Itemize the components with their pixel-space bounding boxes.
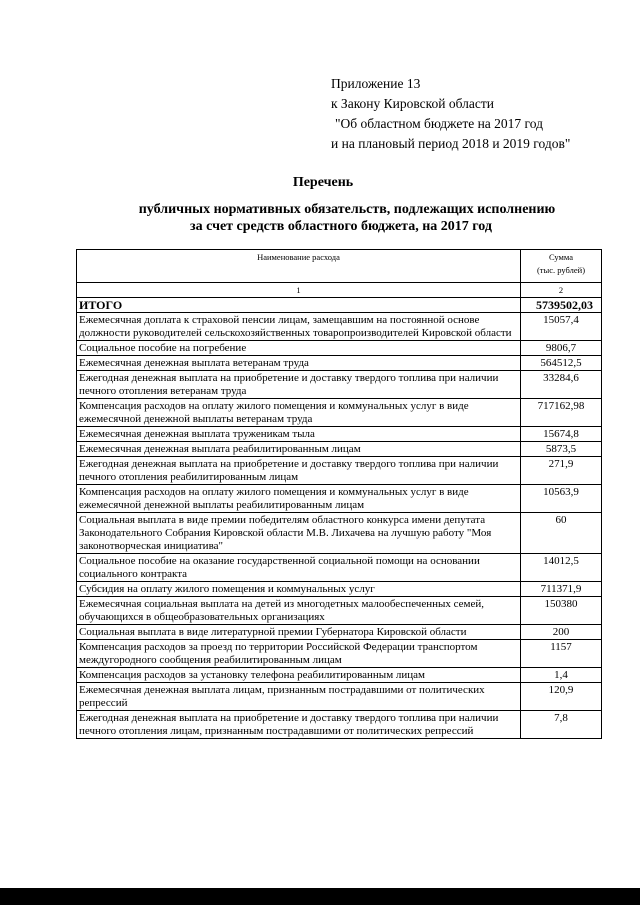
total-amount: 5739502,03: [521, 298, 602, 313]
table-row: [77, 625, 602, 640]
document-subtitle-line2: за счет средств областного бюджета, на 2017 год: [190, 219, 492, 234]
expense-amount: 7,8: [521, 711, 602, 739]
table-row: [77, 457, 602, 485]
table-row: [77, 513, 602, 554]
appendix-law-period: и на плановый период 2018 и 2019 годов": [331, 136, 571, 151]
expense-name: Компенсация расходов за проезд по территории Российской Федерации транспортом междугородного сообщения реабилитированным лицам: [77, 640, 521, 668]
expense-name: Социальная выплата в виде премии победителям областного конкурса имени депутата Законодательного Собрания Кировской области М.В. Лихачева на лучшую работу "Моя законотворческая инициатива": [77, 513, 521, 554]
table-row: [77, 582, 602, 597]
expense-name: Компенсация расходов на оплату жилого помещения и коммунальных услуг в виде ежемесячной денежной выплаты ветеранам труда: [77, 399, 521, 427]
expense-name: Ежемесячная доплата к страховой пенсии лицам, замещавшим на постоянной основе должности руководителей сельскохозяйственных товаропроизводителей Кировской области: [77, 313, 521, 341]
expense-amount: 5873,5: [521, 442, 602, 457]
total-row: [77, 298, 602, 313]
expense-amount: 9806,7: [521, 341, 602, 356]
header-sum: [521, 250, 602, 283]
expense-amount: 10563,9: [521, 485, 602, 513]
expense-name: Компенсация расходов за установку телефона реабилитированным лицам: [77, 668, 521, 683]
column-number-2: 2: [521, 283, 602, 298]
table-row: [77, 554, 602, 582]
expense-name: Ежемесячная денежная выплата труженикам тыла: [77, 427, 521, 442]
table-row: [77, 356, 602, 371]
table-row: [77, 399, 602, 427]
expense-name: Ежегодная денежная выплата на приобретение и доставку твердого топлива при наличии печного отопления реабилитированным лицам: [77, 457, 521, 485]
expense-amount: 120,9: [521, 683, 602, 711]
expense-amount: 1,4: [521, 668, 602, 683]
table-row: [77, 485, 602, 513]
table-row: [77, 427, 602, 442]
table-row: [77, 341, 602, 356]
column-number-row: [77, 283, 602, 298]
expense-name: Социальное пособие на погребение: [77, 341, 521, 356]
expense-amount: 150380: [521, 597, 602, 625]
obligations-table: [76, 249, 602, 739]
expense-amount: 14012,5: [521, 554, 602, 582]
column-number-1: 1: [77, 283, 521, 298]
expense-name: Компенсация расходов на оплату жилого помещения и коммунальных услуг в виде ежемесячной денежной выплаты реабилитированным лицам: [77, 485, 521, 513]
table-row: [77, 597, 602, 625]
table-row: [77, 442, 602, 457]
header-sum-label: Сумма: [548, 252, 574, 262]
header-name: Наименование расхода: [77, 250, 521, 283]
expense-amount: 271,9: [521, 457, 602, 485]
table-header-row: [77, 250, 602, 283]
expense-name: Ежегодная денежная выплата на приобретение и доставку твердого топлива при наличии печного отопления лицам, признанным пострадавшими от политических репрессий: [77, 711, 521, 739]
expense-name: Ежегодная денежная выплата на приобретение и доставку твердого топлива при наличии печного отопления ветеранам труда: [77, 371, 521, 399]
appendix-law-title: "Об областном бюджете на 2017 год: [335, 116, 543, 131]
expense-amount: 1157: [521, 640, 602, 668]
expense-amount: 60: [521, 513, 602, 554]
expense-name: Социальное пособие на оказание государственной социальной помощи на основании социального контракта: [77, 554, 521, 582]
header-sum-unit: (тыс. рублей): [536, 265, 586, 275]
expense-name: Социальная выплата в виде литературной премии Губернатора Кировской области: [77, 625, 521, 640]
table-row: [77, 371, 602, 399]
total-label: ИТОГО: [77, 298, 521, 313]
document-title: Перечень: [292, 175, 354, 190]
scan-bottom-edge: [0, 888, 640, 905]
table-row: [77, 313, 602, 341]
expense-name: Ежемесячная денежная выплата лицам, признанным пострадавшими от политических репрессий: [77, 683, 521, 711]
expense-amount: 33284,6: [521, 371, 602, 399]
appendix-number: Приложение 13: [331, 76, 421, 91]
expense-name: Ежемесячная денежная выплата ветеранам труда: [77, 356, 521, 371]
expense-amount: 15674,8: [521, 427, 602, 442]
expense-amount: 717162,98: [521, 399, 602, 427]
appendix-reference: [331, 74, 570, 154]
expense-amount: 564512,5: [521, 356, 602, 371]
expense-amount: 15057,4: [521, 313, 602, 341]
expense-name: Ежемесячная социальная выплата на детей из многодетных малообеспеченных семей, обучающихся в общеобразовательных организациях: [77, 597, 521, 625]
expense-amount: 200: [521, 625, 602, 640]
table-row: [77, 668, 602, 683]
expense-amount: 711371,9: [521, 582, 602, 597]
table-row: [77, 640, 602, 668]
document-subtitle-line1: публичных нормативных обязательств, подлежащих исполнению: [138, 202, 556, 217]
expense-name: Субсидия на оплату жилого помещения и коммунальных услуг: [77, 582, 521, 597]
appendix-law: к Закону Кировской области: [331, 96, 495, 111]
expense-name: Ежемесячная денежная выплата реабилитированным лицам: [77, 442, 521, 457]
table-row: [77, 711, 602, 739]
table-row: [77, 683, 602, 711]
